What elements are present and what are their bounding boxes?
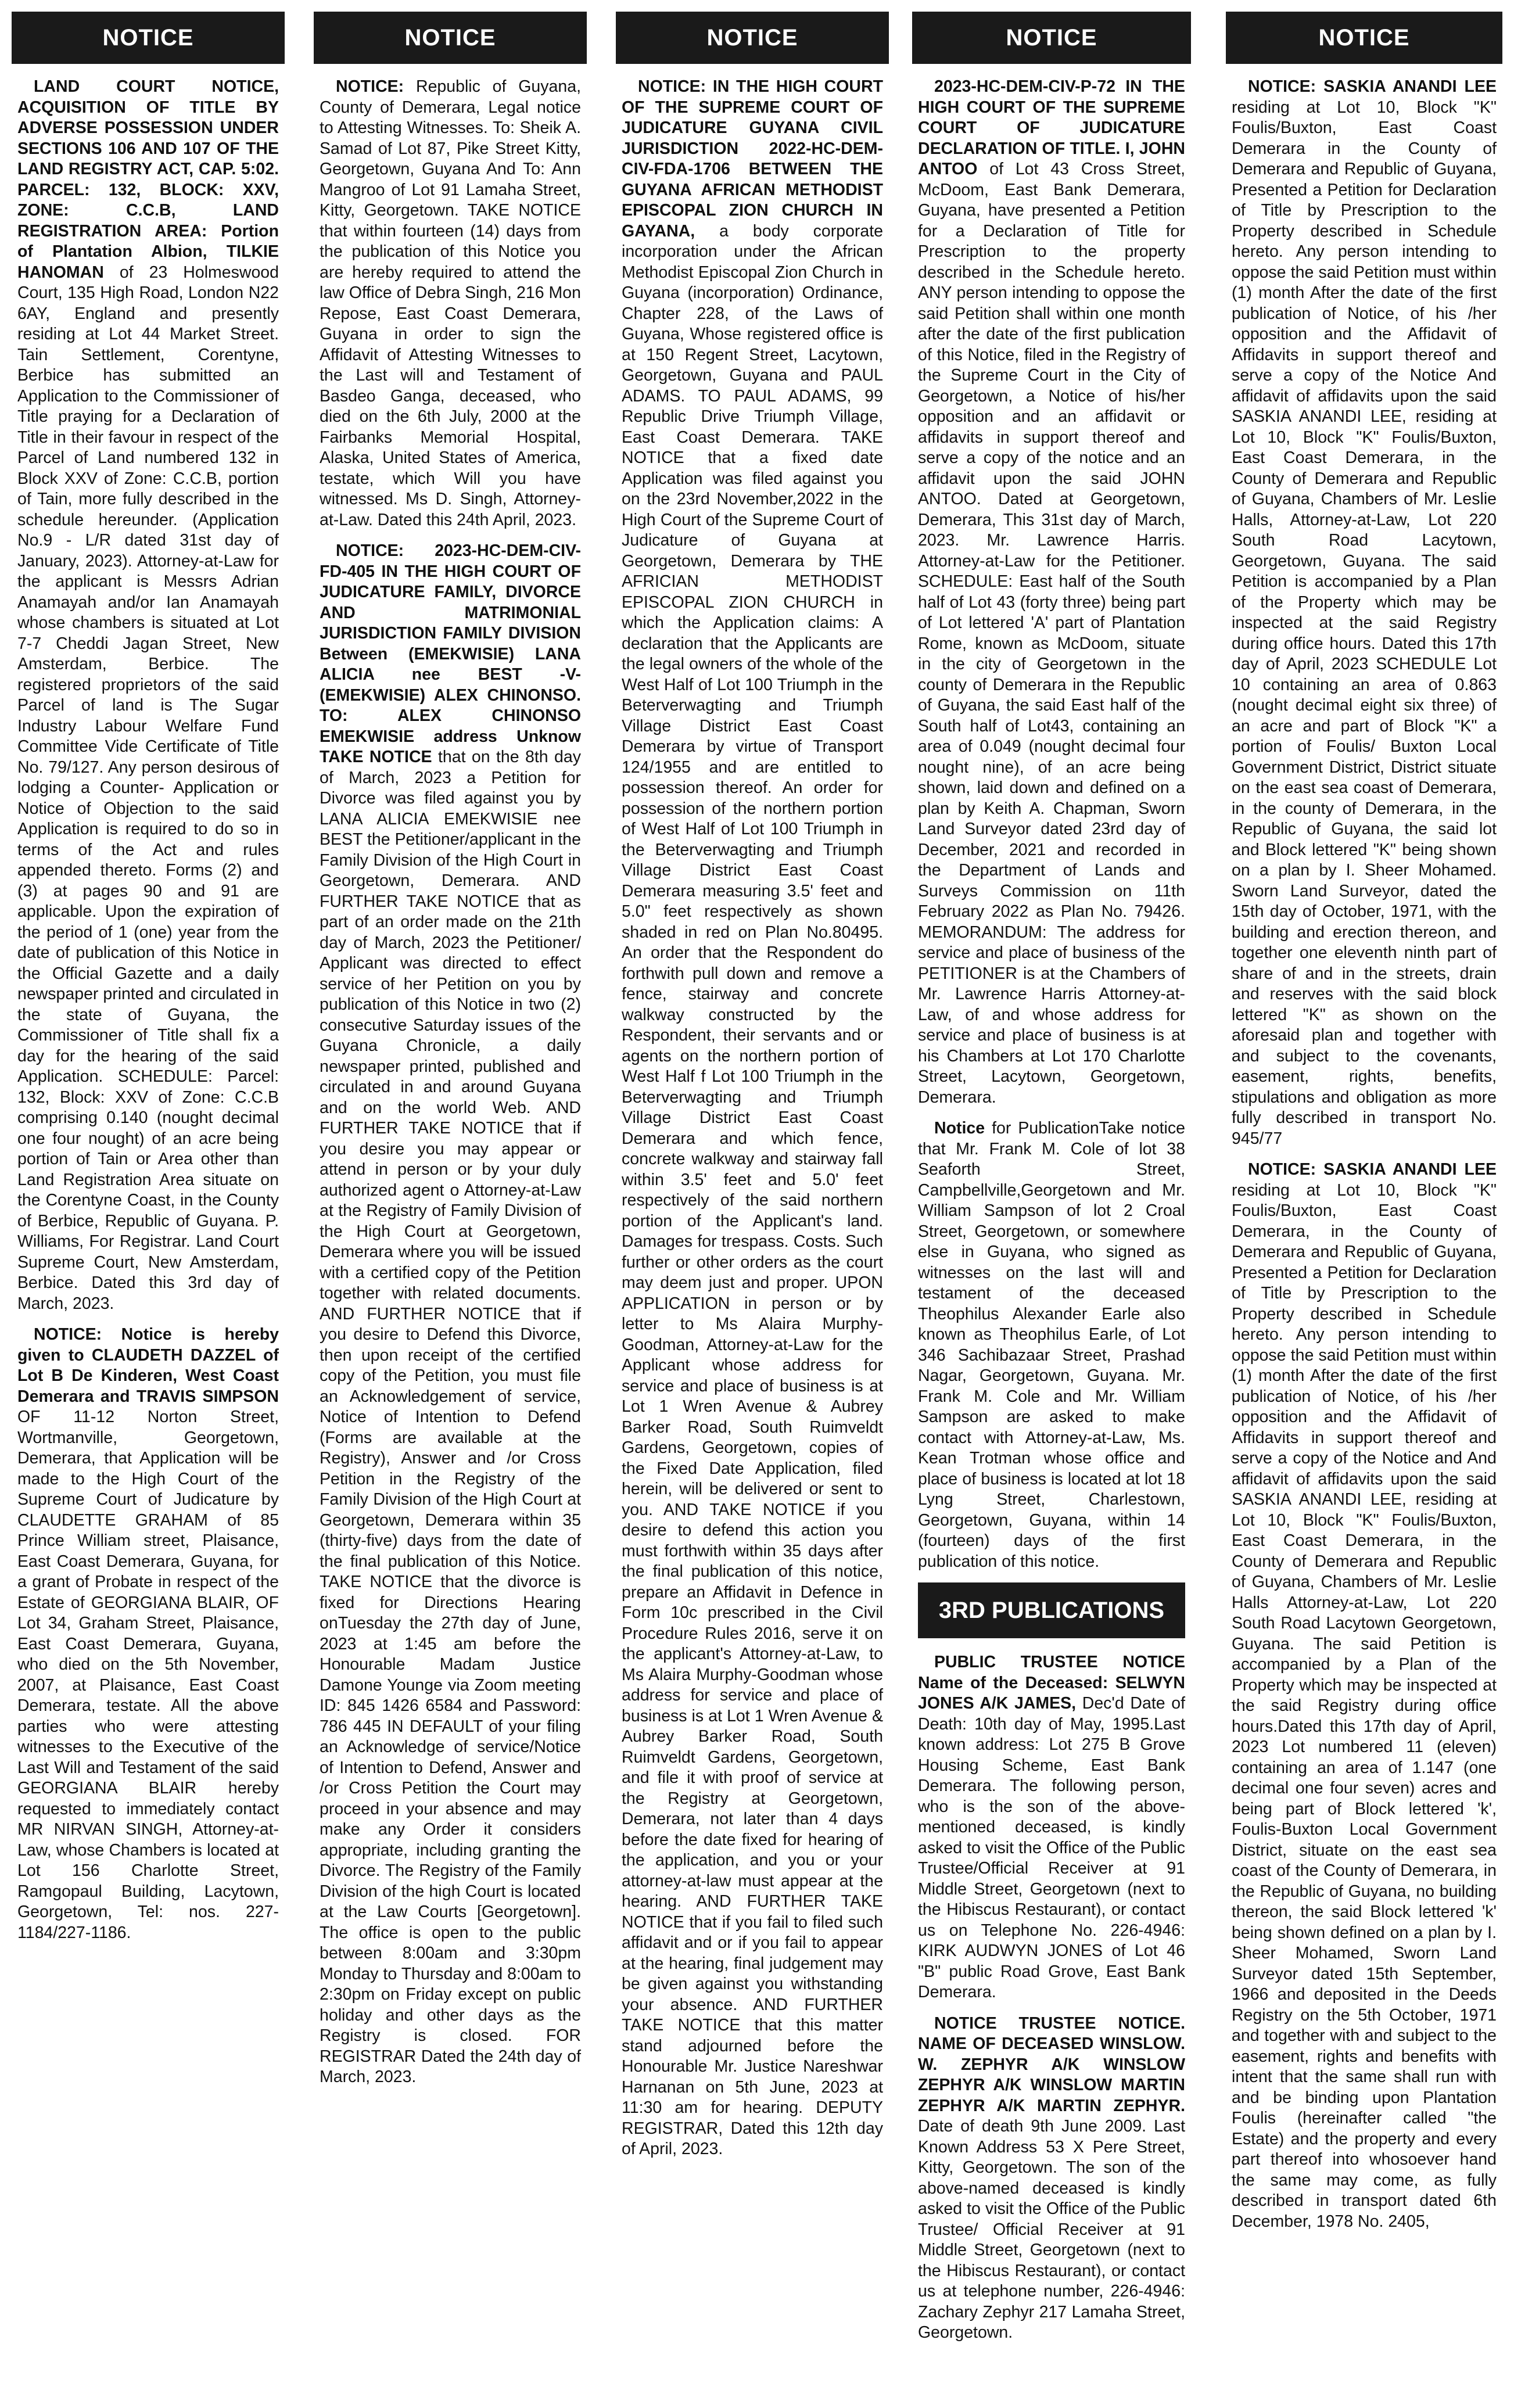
- public-trustee-notice: [918, 1652, 1185, 2003]
- third-publications-header: 3RD PUBLICATIONS: [918, 1582, 1185, 1638]
- notice-text: that on the 8th day of March, 2023 a Petition for Divorce was filed against you by LANA ALICIA EMEKWISIE nee BEST the Petitioner/applicant in the Family Division of the High Court in Georgetown, Demerara. AND FURTHER TAKE NOTICE that as part of an order made on the 21th day of March, 2023 the Petitioner/ Applicant was directed to effect service of her Petition on you by publication of this Notice in two (2) consecutive Saturday issues of the Guyana Chronicle, a daily newspaper printed, published and circulated in and around Guyana and on the world Web. AND FURTHER TAKE NOTICE that if you desire you may appear or attend in person or by your duly authorized agent o Attorney-at-Law at the Registry of Family Division of the High Court at Georgetown, Demerara where you will be issued with a certified copy of the Petition together with related documents. AND FURTHER NOTICE that if you desire to Defend this Divorce, then upon receipt of the certified copy of the Petition, you must file an Acknowledgement of service, Notice of Intention to Defend (Forms are available at the Registry), Answer and /or Cross Petition in the Registry of the Family Division of the High Court at Georgetown, Demerara within 35 (thirty-five) days from the date of the final publication of this Notice. TAKE NOTICE that the divorce is fixed for Directions Hearing onTuesday the 27th day of June, 2023 at 1:45 am before the Honourable Madam Justice Damone Younge via Zoom meeting ID: 845 1426 6584 and Password: 786 445 IN DEFAULT of your filing an Acknowledge of service/Notice of Intention to Defend, Answer and /or Cross Petition the Court may proceed in your absence and may make any Order it considers appropriate, including granting the Divorce. The Registry of the Family Division of the high Court is located at the Law Courts [Georgetown]. The office is open to the public between 8:00am and 3:30pm Monday to Thursday and 8:00am to 2:30pm on Friday except on public holiday and other days as the Registry is closed. FOR REGISTRAR Dated the 24th day of March, 2023.: [320, 748, 581, 2086]
- notice-text: Date of death 9th June 2009. Last Known Address 53 X Pere Street, Kitty, Georgetown. The son of the above-named deceased is kindly asked to visit the Office of the Public Trustee/ Official Receiver at 91 Middle Street, Georgetown (next to the Hibiscus Restaurant), or contact us at telephone number, 226-4946: Zachary Zephyr 217 Lamaha Street, Georgetown.: [918, 2117, 1185, 2342]
- notice-lead: Notice: [934, 1119, 985, 1137]
- notice-lead: NOTICE:: [336, 77, 404, 96]
- notice-lead: NOTICE TRUSTEE NOTICE. NAME OF DECEASED WINSLOW. W. ZEPHYR A/K WINSLOW ZEPHYR A/K WINSLOW MARTIN ZEPHYR A/K MARTIN ZEPHYR.: [918, 2014, 1185, 2115]
- notice-lead: NOTICE: SASKIA ANANDI LEE: [1248, 1160, 1497, 1179]
- notice-text: residing at Lot 10, Block "K" Foulis/Buxton, East Coast Demerara, in the County of Demerara and Republic of Guyana, Presented a Petition for Declaration of Title by Prescription to the Property described in Schedule hereto. Any person intending to oppose the said Petition must within (1) month After the date of the first publication of Notice, of his /her opposition and the Affidavit of Affidavits in support thereof and serve a copy of the Notice and And affidavit of affidavits upon the said SASKIA ANANDI LEE, residing at Lot 10, Block "K" Foulis/Buxton, East Coast Demerara, in the County of Demerara and Republic of Guyana, Chambers of Mr. Leslie Halls Attorney-at-Law, Lot 220 South Road Lacytown Georgetown, Guyana. The said Petition is accompanied by a Plan of the Property which may be inspected at the said Registry during office hours.Dated this 17th day of April, 2023 Lot numbered 11 (eleven) containing an area of 1.147 (one decimal one four seven) acres and being part of Block lettered 'k', Foulis-Buxton Local Government District, situate on the east sea coast of the County of Demerara, in the Republic of Guyana, no building thereon, the said Block lettered 'k' being shown defined on a plan by I. Sheer Mohamed, Sworn Land Surveyor dated 15th September, 1966 and deposited in the Deeds Registry on the 5th October, 1971 and together with and subject to the easement, rights and benefits with intent that the same shall run with and be binding upon Plantation Foulis (hereinafter called "the Estate) and the property and every part thereof into whosoever hand the same may come, as fully described in transport dated 6th December, 1978 No. 2405,: [1232, 1180, 1497, 2231]
- column-4: [912, 12, 1191, 2354]
- notice-text: a body corporate incorporation under the African Methodist Episcopal Zion Church in Guyana (incorporation) Ordinance, Chapter 228, of the Laws of Guyana, Whose registered office is at 150 Regent Street, Lacytown, Georgetown, Guyana and PAUL ADAMS. TO PAUL ADAMS, 99 Republic Drive Triumph Village, East Coast Demerara. TAKE NOTICE that a fixed date Application was filed against you on the 23rd November,2022 in the High Court of the Supreme Court of Judicature of Guyana at Georgetown, Demerara by THE AFRICIAN METHODIST EPISCOPAL ZION CHURCH in which the Application claims: A declaration that the Applicants are the legal owners of the whole of the West Half of Lot 100 Triumph in the Beterverwagting and Triumph Village District East Coast Demerara by virtue of Transport 124/1955 and are entitled to possession thereof. An order for possession of the northern portion of West Half of Lot 100 Triumph in the Beterverwagting and Triumph Village District East Coast Demerara measuring 3.5' feet and 5.0" feet respectively as shown shaded in red on Plan No.80495. An order that the Respondent do forthwith pull down and remove a fence, stairway and concrete walkway constructed by the Respondent, their servants and or agents on the northern portion of West Half f Lot 100 Triumph in the Beterverwagting and Triumph Village District East Coast Demerara and which fence, concrete walkway and stairway fall within 3.5' feet and 5.0' feet respectively of the said northern portion of the Applicant's land. Damages for trespass. Costs. Such further or other orders as the court may deem just and proper. UPON APPLICATION in person or by letter to Ms Alaira Murphy-Goodman, Attorney-at-Law for the Applicant whose address for service and place of business is at Lot 1 Wren Avenue & Aubrey Barker Road, South Ruimveldt Gardens, Georgetown, copies of the Fixed Date Application, filed herein, will be delivered or sent to you. AND TAKE NOTICE if you desire to defend this action you must forthwith within 35 days after the final publication of this notice, prepare an Affidavit in Defence in Form 10c prescribed in the Civil Procedure Rules 2016, serve it on the applicant's Attorney-at-Law, to Ms Alaira Murphy-Goodman whose address for service and place of business is at Lot 1 Wren Avenue & Aubrey Barker Road, South Ruimveldt Gardens, Georgetown, and file it with proof of service at the Registry at Georgetown, Demerara, not later than 4 days before the date fixed for hearing of the application, and you or your attorney-at-law must appear at the hearing. AND FURTHER TAKE NOTICE that if you fail to filed such affidavit and or if you fail to appear at the hearing, final judgement may be given against you withstanding your absence. AND FURTHER TAKE NOTICE that this matter stand adjourned before the Honourable Mr. Justice Nareshwar Harnanan on 5th June, 2023 at 11:30 am for hearing. DEPUTY REGISTRAR, Dated this 12th day of April, 2023.: [622, 221, 884, 2158]
- land-court-notice: [17, 77, 279, 1314]
- notice-text: Republic of Guyana, County of Demerara, Legal notice to Attesting Witnesses. To: Sheik A. Samad of Lot 87, Pike Street Kitty, Georgetown, Guyana And To: Ann Mangroo of Lot 91 Lamaha Street, Kitty, Georgetown. TAKE NOTICE that within fourteen (14) days from the publication of this Notice you are hereby required to attend the law Office of Debra Singh, 216 Mon Repose, East Coast Demerara, Guyana in order to sign the Affidavit of Attesting Witnesses to the Last will and Testament of Basdeo Ganga, deceased, who died on the 6th July, 2000 at the Fairbanks Memorial Hospital, Alaska, United States of America, testate, which Will you have witnessed. Ms D. Singh, Attorney-at-Law. Dated this 24th April, 2023.: [320, 77, 581, 529]
- column-header: NOTICE: [1226, 12, 1502, 64]
- saskia-lee-notice-1: [1232, 77, 1497, 1149]
- notice-lead: PUBLIC TRUSTEE NOTICE Name of the Deceased: SELWYN JONES A/K JAMES,: [918, 1653, 1185, 1713]
- notice-lead: 2023-HC-DEM-CIV-P-72 IN THE HIGH COURT OF THE SUPREME COURT OF JUDICATURE DECLARATION OF TITLE. I, JOHN ANTOO: [918, 77, 1185, 178]
- column-2: [314, 12, 587, 2098]
- column-header: NOTICE: [616, 12, 889, 64]
- column-5: [1226, 12, 1502, 2242]
- notice-lead: NOTICE: IN THE HIGH COURT OF THE SUPREME COURT OF JUDICATURE GUYANA CIVIL JURISDICTION 2022-HC-DEM-CIV-FDA-1706 BETWEEN THE GUYANA AFRICAN METHODIST EPISCOPAL ZION CHURCH IN GAYANA,: [622, 77, 883, 241]
- column-header: NOTICE: [314, 12, 587, 64]
- divorce-notice: [320, 541, 581, 2088]
- saskia-lee-notice-2: [1232, 1160, 1497, 2232]
- notice-lead: NOTICE: Notice is hereby given to CLAUDETH DAZZEL of Lot B De Kinderen, West Coast Demerara and TRAVIS SIMPSON: [17, 1325, 279, 1406]
- column-header: NOTICE: [12, 12, 285, 64]
- attesting-witnesses-notice: [320, 77, 581, 530]
- column-3: [616, 12, 889, 2170]
- column-1: [12, 12, 285, 1954]
- notice-text: for PublicationTake notice that Mr. Frank M. Cole of lot 38 Seaforth Street, Campbellville,Georgetown and Mr. William Sampson of lot 2 Croal Street, Georgetown, or somewhere else in Guyana, who signed as witnesses on the last will and testament of the deceased Theophilus Alexander Earle also known as Theophilus Earle, of Lot 346 Sachibazaar Street, Prashad Nagar, Georgetown, Guyana. Mr. Frank M. Cole and Mr. William Sampson are asked to make contact with Attorney-at-Law, Ms. Kean Trotman whose office and place of business is located at lot 18 Lyng Street, Charlestown, Georgetown, Guyana, within 14 (fourteen) days of the first publication of this notice.: [918, 1119, 1185, 1571]
- probate-notice: [17, 1325, 279, 1943]
- notice-lead: LAND COURT NOTICE, ACQUISITION OF TITLE BY ADVERSE POSSESSION UNDER SECTIONS 106 AND 107 OF THE LAND REGISTRY ACT, CAP. 5:02. PARCEL: 132, BLOCK: XXV, ZONE: C.C.B, LAND REGISTRATION AREA: Portion of Plantation Albion, TILKIE HANOMAN: [17, 77, 279, 282]
- notice-text: Dec'd Date of Death: 10th day of May, 1995.Last known address: Lot 275 B Grove Housing Scheme, East Bank Demerara. The following person, who is the son of the above-mentioned deceased, is kindly asked to visit the Office of the Public Trustee/Official Receiver at 91 Middle Street, Georgetown (next to the Hibiscus Restaurant), or contact us on Telephone No. 226-4946: KIRK AUDWYN JONES of Lot 46 "B" public Road Grove, East Bank Demerara.: [918, 1694, 1186, 2001]
- declaration-of-title-notice: [918, 77, 1185, 1108]
- notice-text: residing at Lot 10, Block "K" Foulis/Buxton, East Coast Demerara in the County of Demerara and Republic of Guyana, Presented a Petition for Declaration of Title by Prescription to the Property described in Schedule hereto. Any person intending to oppose the said Petition must within (1) month After the date of the first publication of Notice, of his /her opposition and the Affidavit of Affidavits in support thereof and serve a copy of the Notice And affidavit of affidavits upon the said SASKIA ANANDI LEE, residing at Lot 10, Block "K" Foulis/Buxton, East Coast Demerara, in the County of Demerara and Republic of Guyana, Chambers of Mr. Leslie Halls, Attorney-at-Law, Lot 220 South Road Lacytown, Georgetown, Guyana. The said Petition is accompanied by a Plan of the Property which may be inspected at the said Registry during office hours. Dated this 17th day of April, 2023 SCHEDULE Lot 10 containing an area of 0.863 (nought decimal eight six three) of an acre and part of Block "K" a portion of Foulis/ Buxton Local Government District, District situate on the east sea coast of Demerara, in the county of Demerara, in the Republic of Guyana, the said lot and Block lettered "K" being shown on a plan by I. Sheer Mohamed. Sworn Land Surveyor, dated the 15th day of October, 1971, with the building and erection thereon, and together one eleventh ninth part of share of and in the streets, drain and reserves with the said block lettered "K" as shown on the aforesaid plan and together with and subject to the covenants, easement, rights, benefits, stipulations and obligation as more fully described in transport No. 945/77: [1232, 98, 1497, 1148]
- notice-text: of 23 Holmeswood Court, 135 High Road, London N22 6AY, England and presently residing at Lot 44 Market Street. Tain Settlement, Corentyne, Berbice has submitted an Application to the Commissioner of Title praying for a Declaration of Title in their favour in respect of the Parcel of Land numbered 132 in Block XXV of Zone: C.C.B, portion of Tain, more fully described in the schedule hereunder. (Application No.9 - L/R dated 31st day of January, 2023). Attorney-at-Law for the applicant is Messrs Adrian Anamayah and/or Ian Anamayah whose chambers is situated at Lot 7-7 Cheddi Jagan Street, New Amsterdam, Berbice. The registered proprietors of the said Parcel of land is The Sugar Industry Labour Welfare Fund Committee Vide Certificate of Title No. 79/127. Any person desirous of lodging a Counter- Application or Notice of Objection to the said Application is required to do so in terms of the Act and rules appended thereto. Forms (2) and (3) at pages 90 and 91 are applicable. Upon the expiration of the period of 1 (one) year from the date of publication of this Notice in the Official Gazette and a daily newspaper printed and circulated in the state of Guyana, the Commissioner of Title shall fix a day for the hearing of the said Application. SCHEDULE: Parcel: 132, Block: XXV of Zone: C.C.B comprising 0.140 (nought decimal one four nought) of an acre being portion of Tain or Area other than Land Registration Area situate on the Corentyne Coast, in the County of Berbice, Republic of Guyana. P. Williams, For Registrar. Land Court Supreme Court, New Amsterdam, Berbice. Dated this 3rd day of March, 2023.: [17, 263, 279, 1313]
- notice-text: of Lot 43 Cross Street, McDoom, East Bank Demerara, Guyana, have presented a Petition for a Declaration of Title for Prescription to the property described in the Schedule hereto. ANY person intending to oppose the said Petition shall within one month after the date of the first publication of this Notice, filed in the Registry of the Supreme Court in the City of Georgetown, a Notice of his/her opposition and an affidavit or affidavits in support thereof and serve a copy of the notice and an affidavit upon the said JOHN ANTOO. Dated at Georgetown, Demerara, This 31st day of March, 2023. Mr. Lawrence Harris. Attorney-at-Law for the Petitioner. SCHEDULE: East half of the South half of Lot 43 (forty three) being part of Lot lettered 'A' part of Plantation Rome, known as McDoom, situate in the city of Georgetown in the county of Demerara in the Republic of Guyana, the said East half of the South half of Lot43, containing an area of 0.049 (nought decimal four nought nine), of an acre being shown, laid down and defined on a plan by Keith A. Chapman, Sworn Land Surveyor dated 23rd day of December, 2021 and recorded in the Department of Lands and Surveys Commission on 11th February 2022 as Plan No. 79426. MEMORANDUM: The address for service and place of business of the PETITIONER is at the Chambers of Mr. Lawrence Harris Attorney-at-Law, of and whose address for service and place of business is at his Chambers at Lot 170 Charlotte Street, Lacytown, Georgetown, Demerara.: [918, 160, 1185, 1107]
- column-header: NOTICE: [912, 12, 1191, 64]
- notice-text: OF 11-12 Norton Street, Wortmanville, Georgetown, Demerara, that Application will be made to the High Court of the Supreme Court of Judicature by CLAUDETTE GRAHAM of 85 Prince William street, Plaisance, East Coast Demerara, Guyana, for a grant of Probate in respect of the Estate of GEORGIANA BLAIR, OF Lot 34, Graham Street, Plaisance, East Coast Demerara, Guyana, who died on the 5th November, 2007, at Plaisance, East Coast Demerara, testate. All the above parties who were attesting witnesses to the Executive of the Last Will and Testament of the said GEORGIANA BLAIR hereby requested to immediately contact MR NIRVAN SINGH, Attorney-at-Law, whose Chambers is located at Lot 156 Charlotte Street, Ramgopaul Building, Lacytown, Georgetown, Tel: nos. 227-1184/227-1186.: [17, 1408, 279, 1942]
- publication-notice: [918, 1118, 1185, 1572]
- notice-lead: NOTICE: 2023-HC-DEM-CIV-FD-405 IN THE HIGH COURT OF JUDICATURE FAMILY, DIVORCE AND MATRIMONIAL JURISDICTION FAMILY DIVISION Between (EMEKWISIE) LANA ALICIA nee BEST -V- (EMEKWISIE) ALEX CHINONSO. TO: ALEX CHINONSO EMEKWISIE address Unknow TAKE NOTICE: [320, 541, 581, 766]
- high-court-church-notice: [622, 77, 883, 2160]
- trustee-notice: [918, 2014, 1185, 2344]
- notice-lead: NOTICE: SASKIA ANANDI LEE: [1248, 77, 1497, 96]
